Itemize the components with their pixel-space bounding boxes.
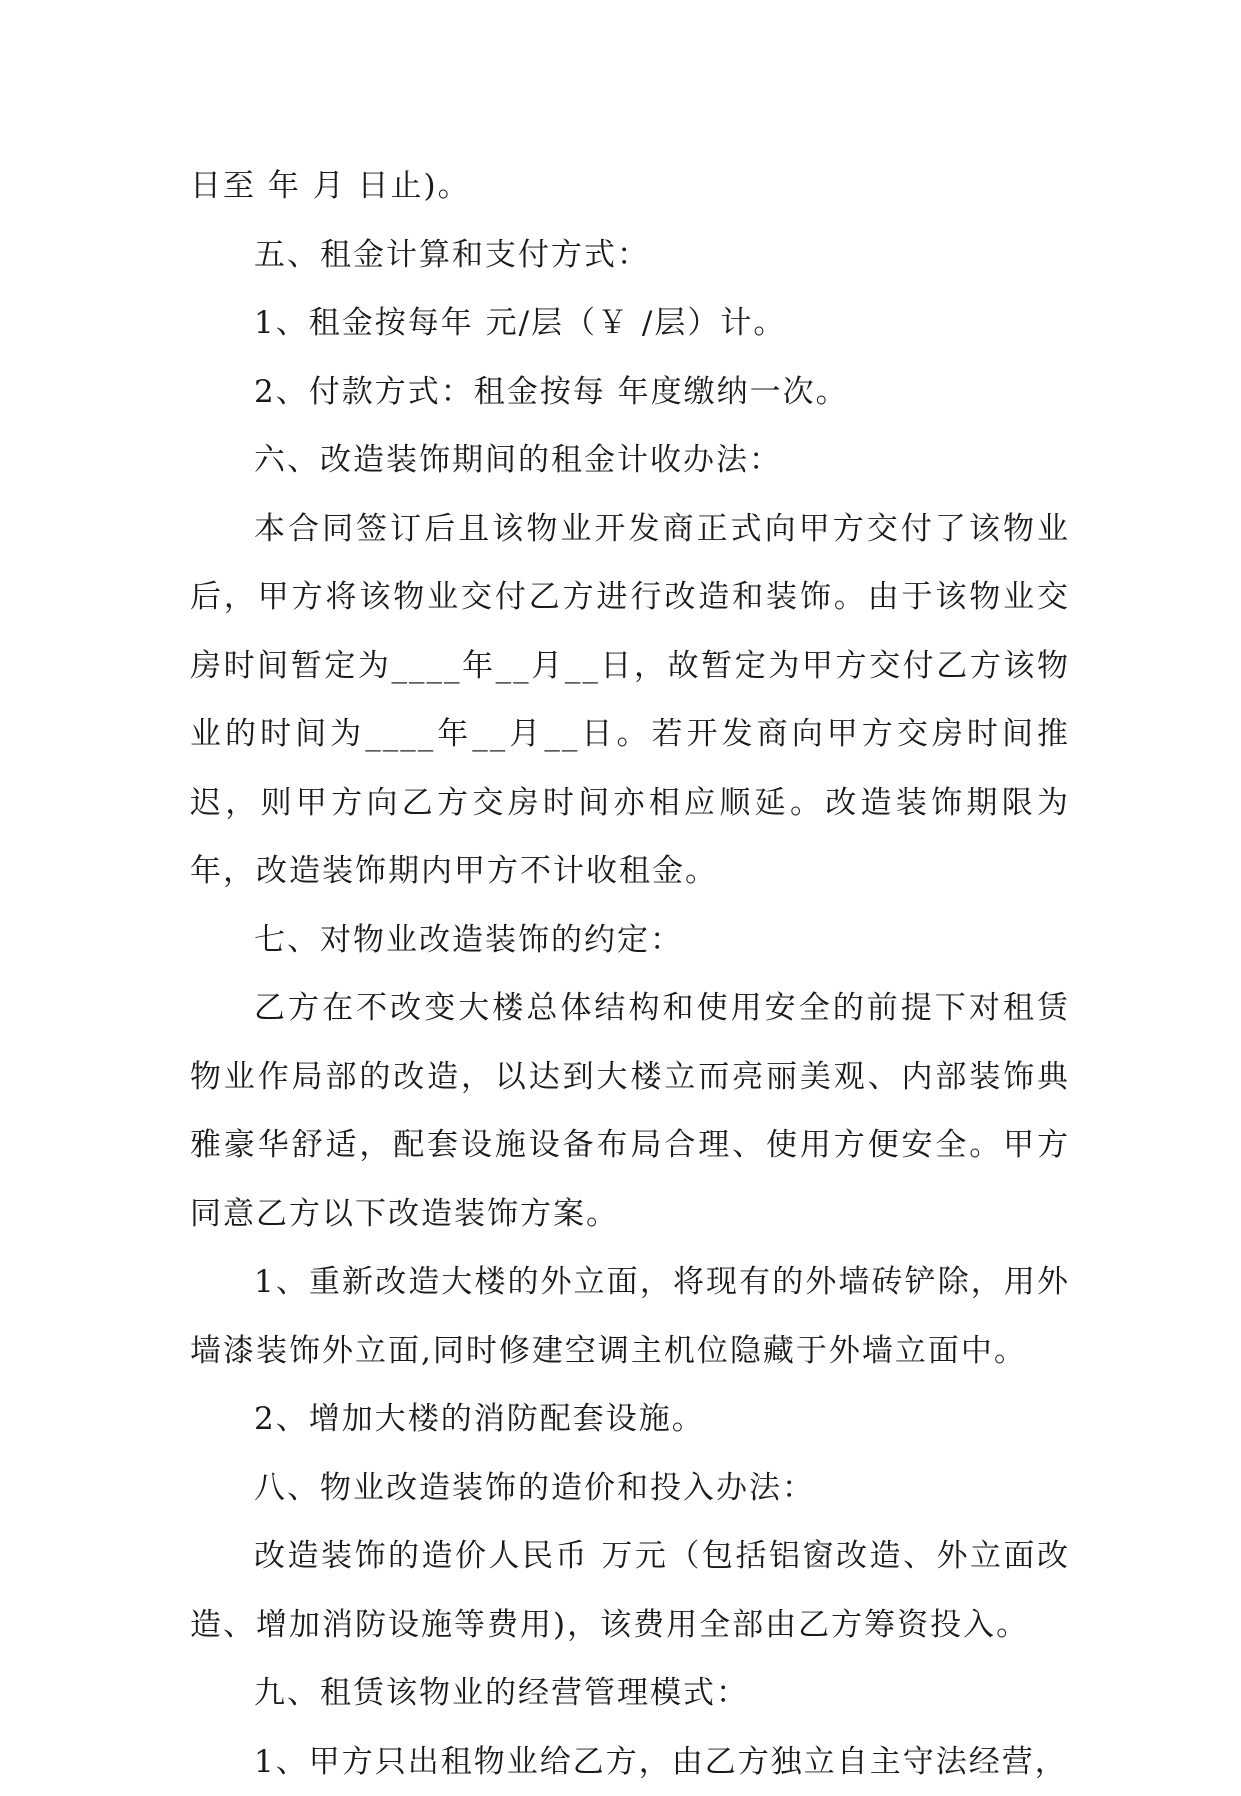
heading-management-mode: 九、租赁该物业的经营管理模式： <box>190 1659 1070 1728</box>
paragraph-lease-term-end: 日至 年 月 日止)。 <box>190 152 1070 221</box>
heading-renovation-agreement: 七、对物业改造装饰的约定： <box>190 906 1070 975</box>
paragraph-rent-rate: 1、租金按每年 元/层（￥ /层）计。 <box>190 289 1070 358</box>
paragraph-renovation-rent-body: 本合同签订后且该物业开发商正式向甲方交付了该物业后，甲方将该物业交付乙方进行改造和装饰。由于该物业交房时间暂定为____年__月__日，故暂定为甲方交付乙方该物业的时间为____年__月__日。若开发商向甲方交房时间推迟，则甲方向乙方交房时间亦相应顺延。改造装饰期限为年，改造装饰期内甲方不计收租金。 <box>190 495 1070 906</box>
heading-renovation-cost: 八、物业改造装饰的造价和投入办法： <box>190 1454 1070 1523</box>
document-body <box>190 152 1070 1796</box>
paragraph-renovation-agreement-body: 乙方在不改变大楼总体结构和使用安全的前提下对租赁物业作局部的改造，以达到大楼立而亮丽美观、内部装饰典雅豪华舒适，配套设施设备布局合理、使用方便安全。甲方同意乙方以下改造装饰方案。 <box>190 974 1070 1248</box>
paragraph-management-mode-1: 1、甲方只出租物业给乙方，由乙方独立自主守法经营， <box>190 1728 1070 1796</box>
paragraph-facade-renovation: 1、重新改造大楼的外立面，将现有的外墙砖铲除，用外墙漆装饰外立面,同时修建空调主机位隐藏于外墙立面中。 <box>190 1248 1070 1385</box>
heading-renovation-rent: 六、改造装饰期间的租金计收办法： <box>190 426 1070 495</box>
paragraph-fire-facilities: 2、增加大楼的消防配套设施。 <box>190 1385 1070 1454</box>
heading-rent-calculation: 五、租金计算和支付方式： <box>190 221 1070 290</box>
paragraph-payment-method: 2、付款方式：租金按每 年度缴纳一次。 <box>190 358 1070 427</box>
paragraph-renovation-cost-body: 改造装饰的造价人民币 万元（包括铝窗改造、外立面改造、增加消防设施等费用)，该费用全部由乙方筹资投入。 <box>190 1522 1070 1659</box>
